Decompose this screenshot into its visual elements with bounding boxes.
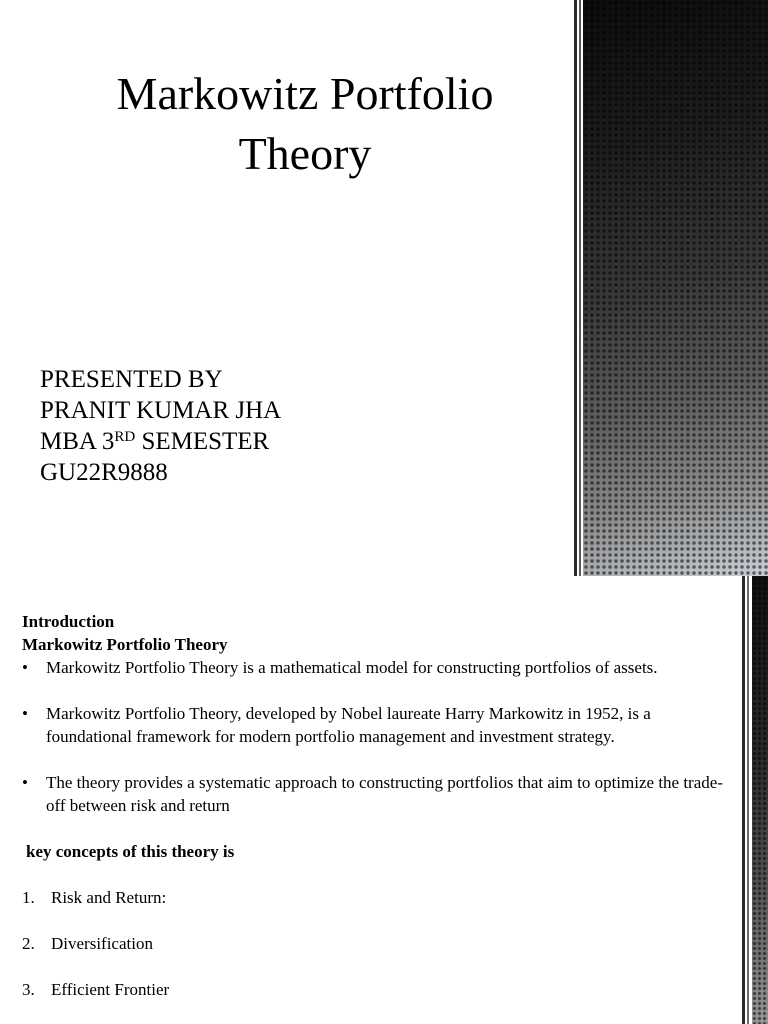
numbered-list — [22, 886, 732, 1001]
bullet-text: Markowitz Portfolio Theory is a mathematical model for constructing portfolios of assets. — [46, 658, 658, 677]
numbered-item — [22, 932, 732, 955]
student-id: GU22R9888 — [40, 459, 168, 486]
bullet-symbol: • — [22, 704, 28, 723]
spacer — [22, 748, 732, 771]
presenter-name: PRANIT KUMAR JHA — [40, 397, 282, 424]
bullet-item — [22, 771, 732, 817]
decorative-line — [747, 576, 749, 1024]
spacer — [22, 955, 732, 978]
item-text: Diversification — [51, 934, 153, 953]
introduction-slide — [0, 576, 768, 1024]
presented-by-label: PRESENTED BY — [40, 366, 223, 393]
item-number: 2. — [22, 934, 35, 953]
numbered-item — [22, 886, 732, 909]
bullet-item — [22, 702, 732, 748]
spacer — [22, 679, 732, 702]
bullet-symbol: • — [22, 658, 28, 677]
bullet-item — [22, 656, 732, 679]
key-concepts-heading: key concepts of this theory is — [26, 842, 235, 861]
decorative-line — [574, 0, 577, 576]
program-suffix: SEMESTER — [135, 428, 270, 455]
bullet-text: The theory provides a systematic approach to constructing portfolios that aim to optimize the trade-off between risk and return — [46, 773, 723, 815]
program-line — [40, 426, 281, 457]
title-line-1: Markowitz Portfolio — [116, 68, 494, 119]
program-superscript: RD — [114, 429, 136, 445]
item-number: 1. — [22, 888, 35, 907]
presenter-block — [40, 364, 281, 488]
numbered-item — [22, 978, 732, 1001]
item-text: Efficient Frontier — [51, 980, 170, 999]
decorative-texture-panel — [583, 0, 768, 576]
spacer — [22, 909, 732, 932]
decorative-texture-panel — [752, 576, 768, 1024]
spacer — [22, 863, 732, 886]
section-heading: Introduction — [22, 612, 115, 631]
title-line-2: Theory — [238, 128, 372, 179]
slide-content — [22, 610, 732, 1001]
decorative-line — [742, 576, 745, 1024]
decorative-line — [579, 0, 581, 576]
bullet-text: Markowitz Portfolio Theory, developed by Nobel laureate Harry Markowitz in 1952, is a foundational framework for modern portfolio management and investment strategy. — [46, 704, 651, 746]
bullet-list — [22, 656, 732, 817]
slide-title — [40, 64, 570, 184]
item-text: Risk and Return: — [51, 888, 167, 907]
item-number: 3. — [22, 980, 35, 999]
bullet-symbol: • — [22, 773, 28, 792]
section-subheading: Markowitz Portfolio Theory — [22, 635, 228, 654]
program-prefix: MBA 3 — [40, 428, 115, 455]
spacer — [22, 817, 732, 840]
